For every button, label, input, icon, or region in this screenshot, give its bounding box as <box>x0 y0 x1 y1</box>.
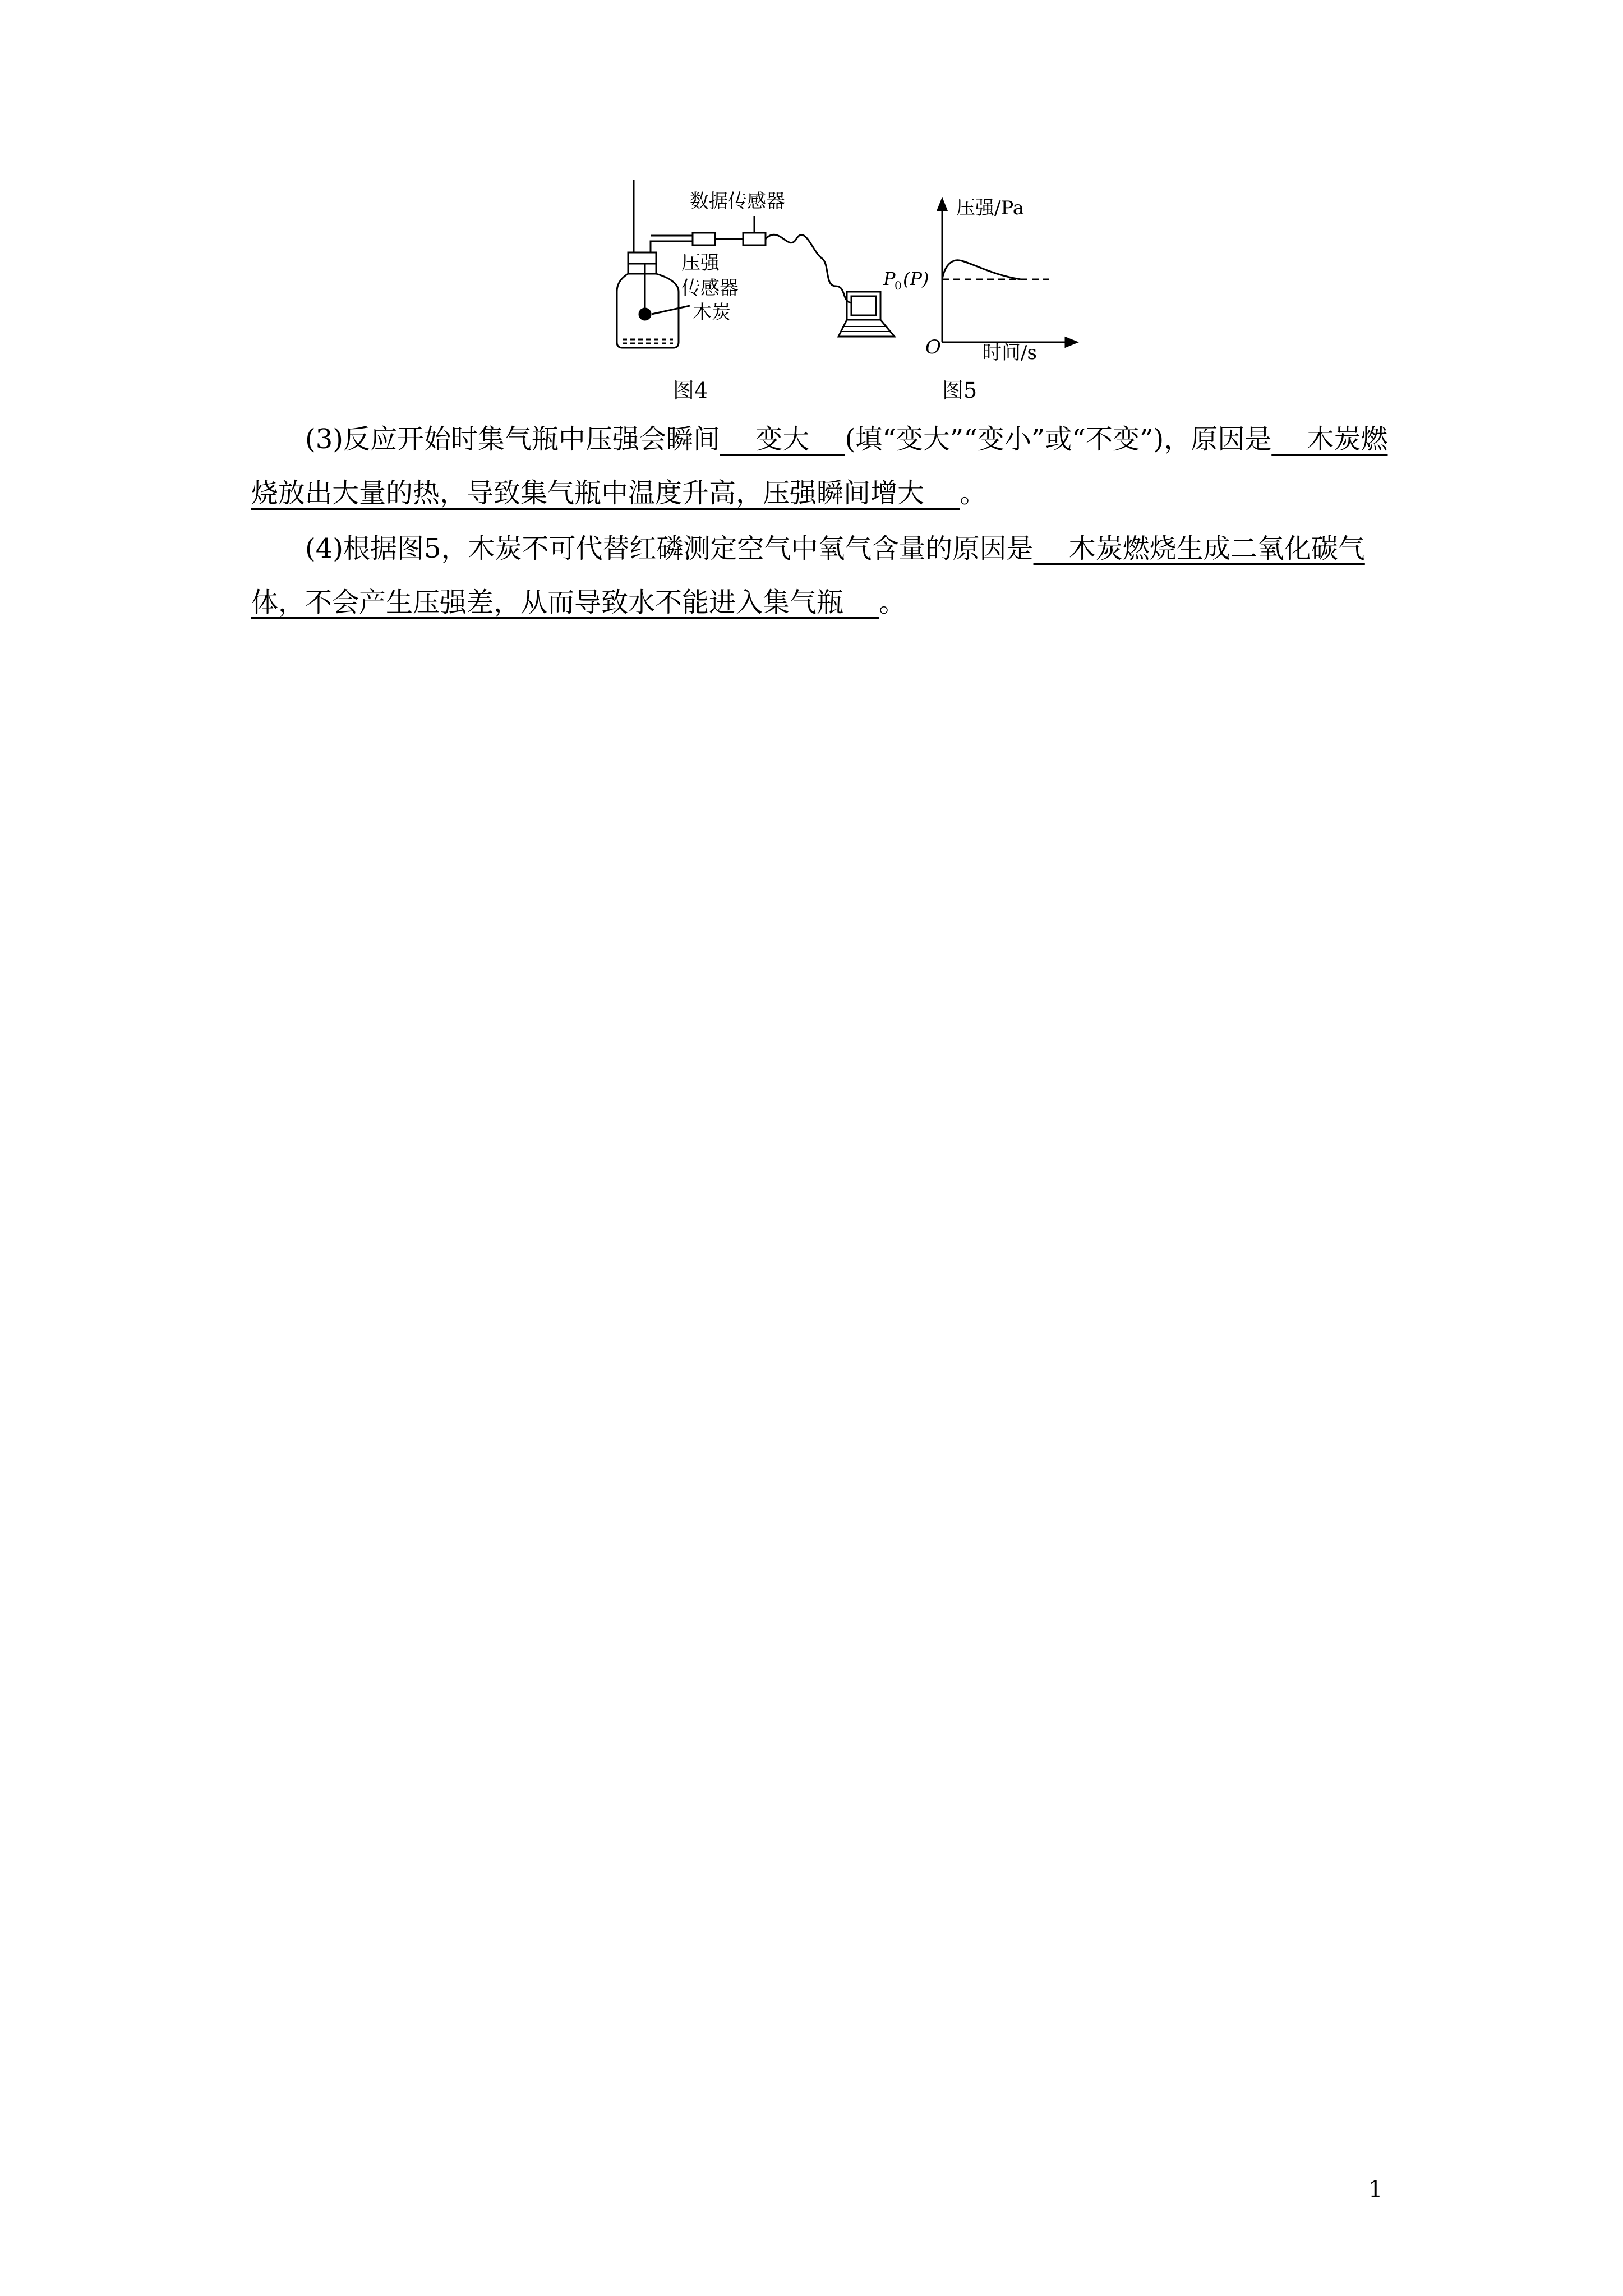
q4-prefix: (4)根据图5，木炭不可代替红磷测定空气中氧气含量的原因是 <box>305 533 1034 564</box>
origin-label: O <box>925 336 941 358</box>
p0-label-paren: (P) <box>903 268 929 289</box>
q4-suffix: 。 <box>879 587 906 618</box>
q3-answer-1: 变大 <box>720 424 845 455</box>
q3-suffix: 。 <box>960 477 987 509</box>
p0-label-sub: 0 <box>895 279 902 292</box>
figure4-caption: 图4 <box>673 378 708 403</box>
pressure-sensor-label-line2: 传感器 <box>681 277 739 300</box>
y-axis-label: 压强/Pa <box>956 197 1025 219</box>
charcoal-label: 木炭 <box>693 301 731 324</box>
figure5-caption: 图5 <box>942 378 978 403</box>
data-sensor-label: 数据传感器 <box>690 190 785 213</box>
q4-answer: 木炭燃烧生成二氧化碳气体，不会产生压强差，从而导致水不能进入集气瓶 <box>251 533 1365 618</box>
apparatus-and-graph <box>561 180 1122 404</box>
pressure-curve <box>942 260 1021 279</box>
p0-label-main: P <box>883 268 896 289</box>
q3-prefix: (3)反应开始时集气瓶中压强会瞬间 <box>305 424 720 455</box>
q3-middle: (填“变大”“变小”或“不变”)，原因是 <box>845 424 1272 455</box>
question-4-paragraph <box>251 522 1390 629</box>
figure-area <box>561 180 1122 404</box>
page-number: 1 <box>1368 2177 1383 2202</box>
q3-answer-2: 木炭燃烧放出大量的热，导致集气瓶中温度升高，压强瞬间增大 <box>251 424 1388 509</box>
question-3-paragraph <box>251 412 1390 520</box>
pressure-graph <box>938 199 1077 347</box>
pressure-sensor-label-line1: 压强 <box>681 252 720 274</box>
x-axis-label: 时间/s <box>983 342 1037 364</box>
